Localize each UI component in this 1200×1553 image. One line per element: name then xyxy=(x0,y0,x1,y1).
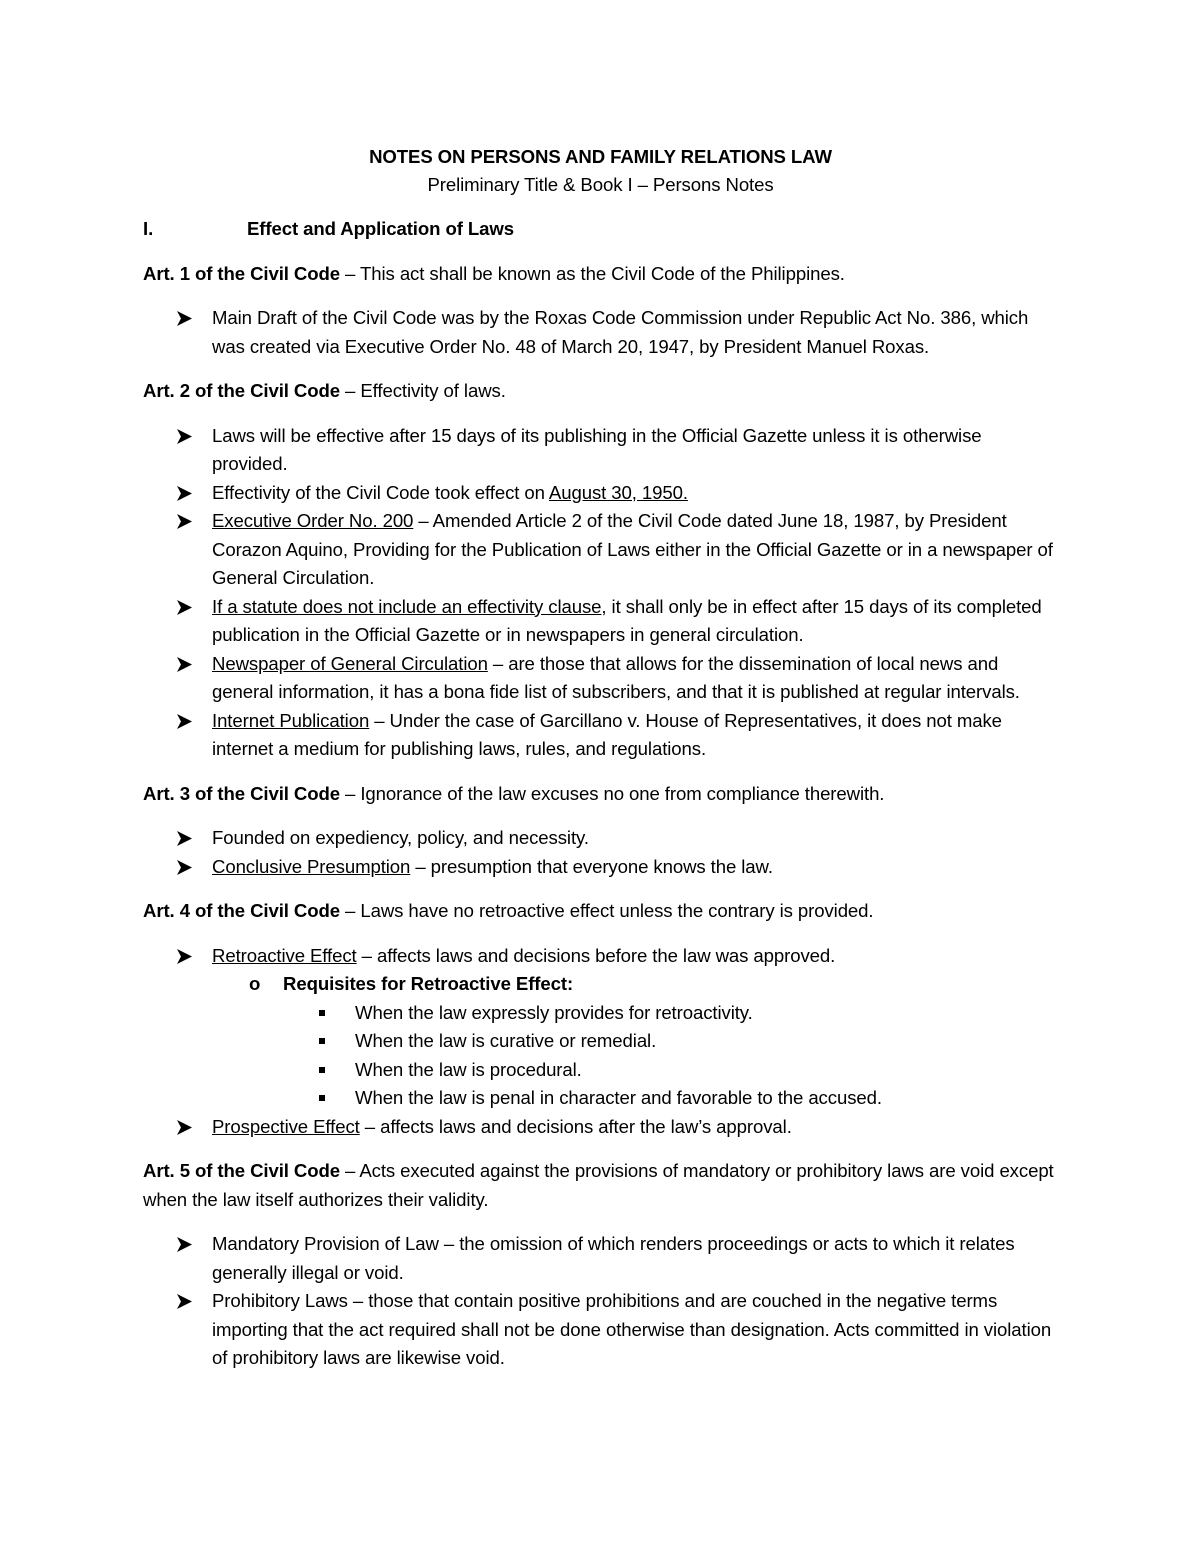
article-3 xyxy=(143,780,1058,809)
bullet-text: – Amended Article 2 of the Civil Code dated June 18, 1987, by President Corazon Aquino, Providing for the Publication of Laws either in the Official Gazette or in a newspaper of General Circulation. xyxy=(212,510,1053,588)
list-item xyxy=(143,824,1058,853)
list-item xyxy=(143,1287,1058,1373)
article-4 xyxy=(143,897,1058,926)
arrow-bullet-icon xyxy=(176,860,192,875)
underlined-term: Internet Publication xyxy=(212,709,370,731)
arrow-bullet-icon xyxy=(176,657,192,672)
arrow-bullet-icon xyxy=(176,311,192,326)
article-2-heading: Art. 2 of the Civil Code xyxy=(143,380,340,401)
requisite-item xyxy=(283,1084,1058,1113)
document-body xyxy=(143,143,1058,1389)
article-2-text: – Effectivity of laws. xyxy=(339,380,506,401)
requisite-item xyxy=(283,1056,1058,1085)
arrow-bullet-icon xyxy=(176,714,192,729)
square-bullet-icon xyxy=(319,1038,325,1044)
list-item xyxy=(143,1230,1058,1287)
underlined-term: Retroactive Effect xyxy=(212,944,357,966)
arrow-bullet-icon xyxy=(176,831,192,846)
square-bullet-icon xyxy=(319,1095,325,1101)
underlined-term: Newspaper of General Circulation xyxy=(212,652,488,674)
circle-bullet-icon: o xyxy=(249,973,261,994)
bullet-text: – affects laws and decisions before the law was approved. xyxy=(356,944,836,966)
article-4-text: – Laws have no retroactive effect unless the contrary is provided. xyxy=(339,900,874,921)
arrow-bullet-icon xyxy=(176,1237,192,1252)
article-4-heading: Art. 4 of the Civil Code xyxy=(143,900,340,921)
underlined-term: Executive Order No. 200 xyxy=(212,510,414,531)
bullet-text: , it shall only be in effect after 15 days of its completed publication in the Official Gazette or in newspapers in general circulation. xyxy=(212,595,1042,645)
sub-list xyxy=(212,970,1058,1113)
list-item xyxy=(143,507,1058,593)
article-5-bullets xyxy=(143,1230,1058,1373)
article-3-text: – Ignorance of the law excuses no one from compliance therewith. xyxy=(339,782,885,804)
sub-list-item xyxy=(212,970,1058,1113)
underlined-term: If a statute does not include an effectivity clause xyxy=(212,595,602,617)
list-item xyxy=(143,304,1058,361)
sub-heading: Requisites for Retroactive Effect: xyxy=(283,973,574,994)
requisite-item xyxy=(283,999,1058,1028)
article-5-text: – Acts executed against the provisions of mandatory or prohibitory laws are void except when the law itself authorizes their validity. xyxy=(143,1160,1054,1210)
article-3-heading: Art. 3 of the Civil Code xyxy=(143,782,340,804)
requisite-text: When the law is curative or remedial. xyxy=(355,1030,657,1051)
square-bullet-icon xyxy=(319,1010,325,1016)
list-item xyxy=(143,1113,1058,1142)
document-title: NOTES ON PERSONS AND FAMILY RELATIONS LAW xyxy=(369,146,832,167)
underlined-date: August 30, 1950. xyxy=(548,481,688,503)
article-1 xyxy=(143,260,1058,289)
document-subtitle: Preliminary Title & Book I – Persons Notes xyxy=(427,174,774,195)
bullet-text: – Under the case of Garcillano v. House of Representatives, it does not make internet a medium for publishing laws, rules, and regulations. xyxy=(212,709,1002,759)
article-1-heading: Art. 1 of the Civil Code xyxy=(143,262,340,284)
section-heading xyxy=(143,215,1058,244)
bullet-text: Laws will be effective after 15 days of its publishing in the Official Gazette unless it is otherwise provided. xyxy=(212,424,982,474)
list-item xyxy=(143,942,1058,1113)
list-item xyxy=(143,593,1058,650)
list-item xyxy=(143,853,1058,882)
bullet-text: Founded on expediency, policy, and necessity. xyxy=(212,827,589,848)
bullet-text: Effectivity of the Civil Code took effect on xyxy=(212,481,549,503)
article-1-text: – This act shall be known as the Civil Code of the Philippines. xyxy=(339,262,845,284)
underlined-term: Prospective Effect xyxy=(212,1115,360,1137)
bullet-text: Mandatory Provision of Law – the omission of which renders proceedings or acts to which it relates generally illegal or void. xyxy=(212,1233,1015,1283)
requisites-list xyxy=(283,999,1058,1113)
arrow-bullet-icon xyxy=(176,1120,192,1135)
bullet-text: – are those that allows for the dissemination of local news and general information, it has a bona fide list of subscribers, and that it is published at regular intervals. xyxy=(212,652,1020,702)
list-item xyxy=(143,479,1058,508)
arrow-bullet-icon xyxy=(176,600,192,615)
article-3-bullets xyxy=(143,824,1058,881)
underlined-term: Conclusive Presumption xyxy=(212,855,411,877)
arrow-bullet-icon xyxy=(176,429,192,444)
square-bullet-icon xyxy=(319,1067,325,1073)
arrow-bullet-icon xyxy=(176,949,192,964)
article-2-bullets xyxy=(143,422,1058,764)
bullet-text: – affects laws and decisions after the law’s approval. xyxy=(359,1115,792,1137)
requisite-item xyxy=(283,1027,1058,1056)
arrow-bullet-icon xyxy=(176,486,192,501)
article-4-bullets xyxy=(143,942,1058,1142)
article-5 xyxy=(143,1157,1058,1214)
article-1-bullets xyxy=(143,304,1058,361)
arrow-bullet-icon xyxy=(176,514,192,529)
requisite-text: When the law is penal in character and favorable to the accused. xyxy=(355,1087,882,1108)
bullet-text: Main Draft of the Civil Code was by the Roxas Code Commission under Republic Act No. 386, which was created via Executive Order No. 48 of March 20, 1947, by President Manuel Roxas. xyxy=(212,307,1029,357)
arrow-bullet-icon xyxy=(176,1294,192,1309)
requisite-text: When the law expressly provides for retroactivity. xyxy=(355,1001,753,1023)
article-5-heading: Art. 5 of the Civil Code xyxy=(143,1160,340,1181)
section-label: Effect and Application of Laws xyxy=(247,218,514,239)
article-2 xyxy=(143,377,1058,406)
list-item xyxy=(143,707,1058,764)
bullet-text: – presumption that everyone knows the law. xyxy=(410,855,773,877)
list-item xyxy=(143,422,1058,479)
list-item xyxy=(143,650,1058,707)
requisite-text: When the law is procedural. xyxy=(355,1058,582,1080)
section-number: I. xyxy=(143,218,154,239)
bullet-text: Prohibitory Laws – those that contain positive prohibitions and are couched in the negative terms importing that the act required shall not be done otherwise than designation. Acts committed in violation of prohibitory laws are likewise void. xyxy=(212,1290,1052,1368)
